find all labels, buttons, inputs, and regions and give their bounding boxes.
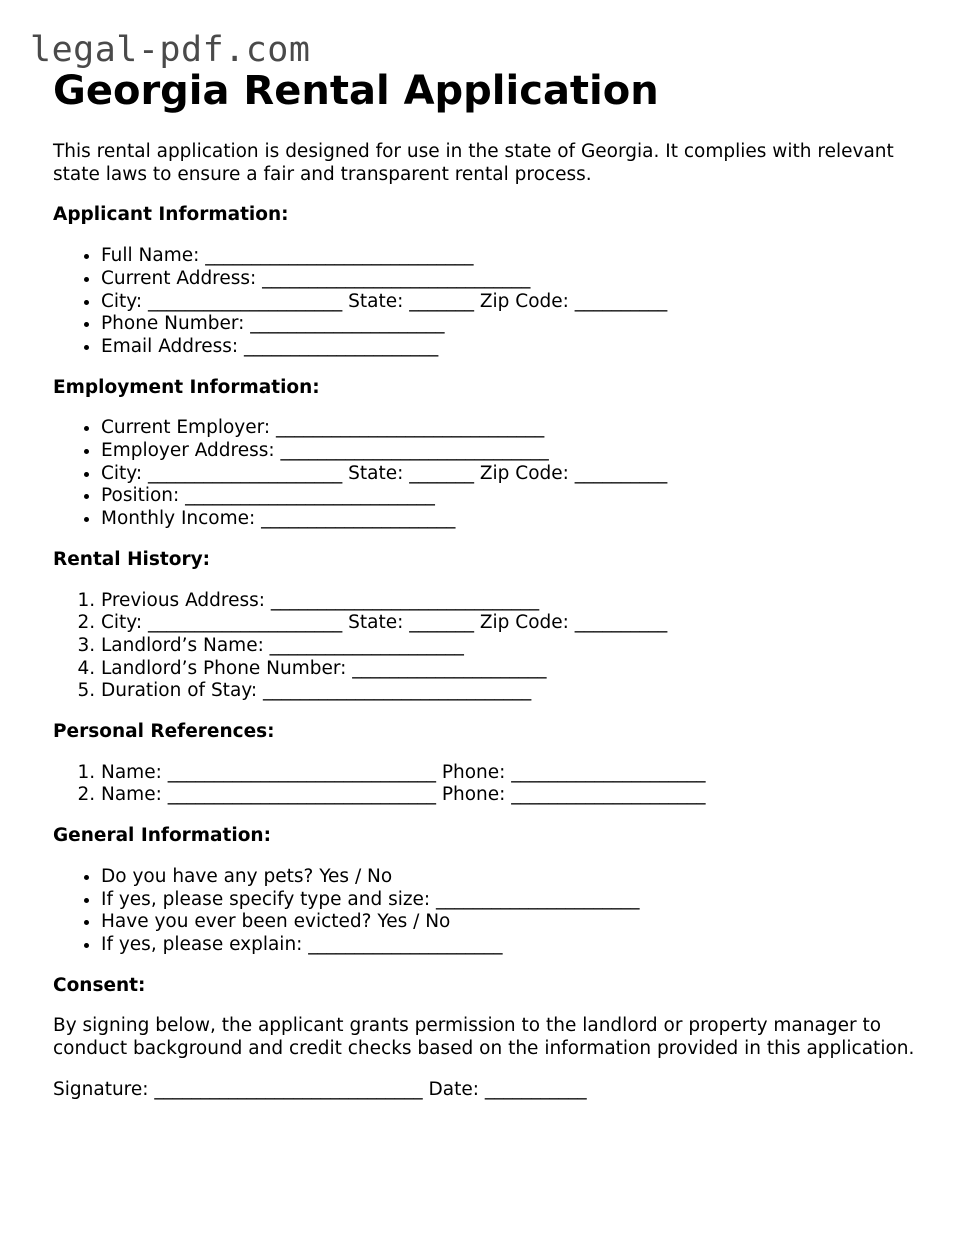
- field-current-address[interactable]: • Current Address: _____________________________: [101, 268, 933, 291]
- employment-heading: Employment Information:: [53, 376, 320, 398]
- consent-text: By signing below, the applicant grants permission to the landlord or property manager to conduct background and credit checks based on the information provided in this application.: [53, 1015, 915, 1060]
- field-landlord-phone[interactable]: 4. Landlord’s Phone Number: _____________________: [101, 658, 933, 681]
- field-phone-number[interactable]: • Phone Number: _____________________: [101, 313, 933, 336]
- field-previous-address[interactable]: 1. Previous Address: _____________________________: [101, 590, 933, 613]
- field-full-name[interactable]: • Full Name: _____________________________: [101, 245, 933, 268]
- watermark: legal-pdf.com: [30, 30, 311, 70]
- field-reference-2[interactable]: 2. Name: _____________________________ Phone: _____________________: [101, 784, 933, 807]
- rental-history-list: [53, 590, 933, 704]
- field-employer-city-state-zip[interactable]: • City: _____________________ State: _______ Zip Code: __________: [101, 463, 933, 486]
- references-heading: Personal References:: [53, 721, 275, 743]
- field-pets[interactable]: • Do you have any pets? Yes / No: [101, 866, 933, 889]
- intro-paragraph: This rental application is designed for use in the state of Georgia. It complies with relevant state laws to ensure a fair and transparent rental process.: [53, 141, 894, 185]
- applicant-heading: Applicant Information:: [53, 204, 289, 226]
- rental-history-heading: Rental History:: [53, 548, 211, 570]
- page-title: Georgia Rental Application: [53, 68, 659, 114]
- references-list: [53, 762, 933, 807]
- employment-section: [53, 377, 933, 531]
- applicant-list: [53, 245, 933, 359]
- field-duration-of-stay[interactable]: 5. Duration of Stay: _____________________________: [101, 680, 933, 703]
- field-reference-1[interactable]: 1. Name: _____________________________ Phone: _____________________: [101, 762, 933, 785]
- consent-section: [53, 975, 933, 1102]
- general-heading: General Information:: [53, 825, 271, 847]
- field-evicted[interactable]: • Have you ever been evicted? Yes / No: [101, 911, 933, 934]
- general-list: [53, 866, 933, 957]
- field-position[interactable]: • Position: ___________________________: [101, 485, 933, 508]
- field-landlord-name[interactable]: 3. Landlord’s Name: _____________________: [101, 635, 933, 658]
- field-current-employer[interactable]: • Current Employer: _____________________________: [101, 417, 933, 440]
- field-pet-details[interactable]: • If yes, please specify type and size: ______________________: [101, 889, 933, 912]
- employment-list: [53, 417, 933, 531]
- general-section: [53, 825, 933, 957]
- field-eviction-explanation[interactable]: • If yes, please explain: _____________________: [101, 934, 933, 957]
- document: [53, 66, 933, 1102]
- references-section: [53, 721, 933, 807]
- applicant-section: [53, 204, 933, 358]
- field-email-address[interactable]: • Email Address: _____________________: [101, 336, 933, 359]
- field-employer-address[interactable]: • Employer Address: _____________________________: [101, 440, 933, 463]
- consent-heading: Consent:: [53, 974, 146, 996]
- field-monthly-income[interactable]: • Monthly Income: _____________________: [101, 508, 933, 531]
- field-city-state-zip[interactable]: • City: _____________________ State: _______ Zip Code: __________: [101, 291, 933, 314]
- rental-history-section: [53, 549, 933, 703]
- field-previous-city-state-zip[interactable]: 2. City: _____________________ State: _______ Zip Code: __________: [101, 612, 933, 635]
- signature-date-line[interactable]: Signature: _____________________________ Date: ___________: [53, 1078, 587, 1100]
